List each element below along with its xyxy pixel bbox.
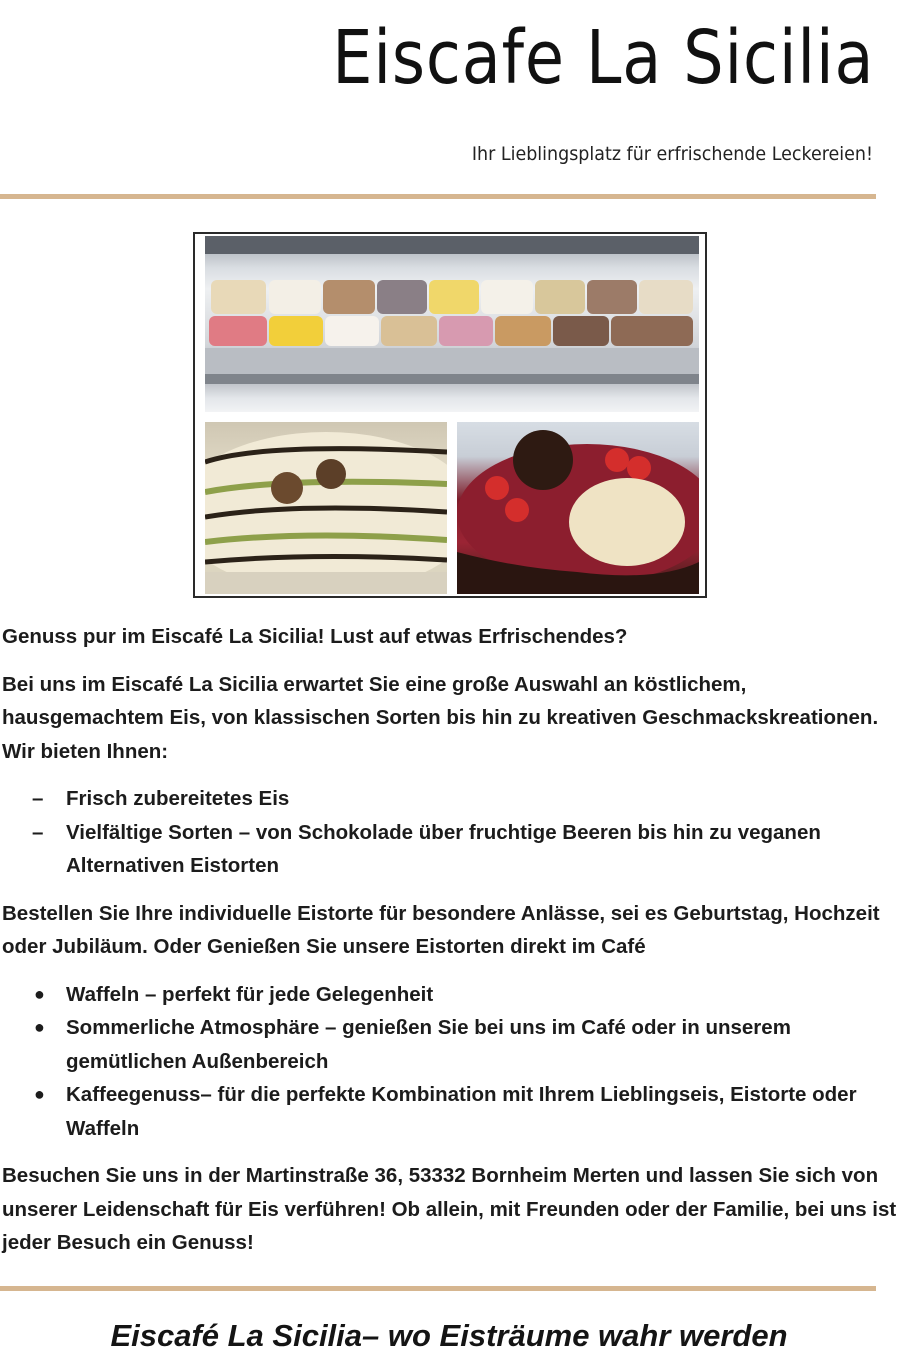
gelato-display-illustration [205,236,699,412]
main-content [2,620,898,1274]
intro-text: Genuss pur im Eiscafé La Sicilia! Lust auf etwas Erfrischendes? [2,625,628,648]
bullet-marker: ● [34,983,45,1004]
bottom-divider [0,1286,876,1291]
gelato-display-photo [205,236,699,412]
dash-list [2,782,898,883]
paragraph-offer: Bei uns im Eiscafé La Sicilia erwartet Sie eine große Auswahl an köstlichem, hausgemachtem Eis, von klassischen Sorten bis hin zu kreativen Geschmackskreationen. Wir bieten Ihnen: [2,672,879,763]
list-item [2,1011,898,1078]
paragraph-cakes: Bestellen Sie Ihre individuelle Eistorte für besondere Anlässe, sei es Geburtstag, Hochzeit oder Jubiläum. Oder Genießen Sie unsere Eistorten direkt im Café [2,901,880,958]
cake-photo-left [205,422,447,594]
list-item [2,1078,898,1145]
list-item-text: Frisch zubereitetes Eis [66,787,290,810]
paragraph-visit: Besuchen Sie uns in der Martinstraße 36, 53332 Bornheim Merten und lassen Sie sich von unserer Leidenschaft für Eis verführen! Ob allein, mit Freunden oder der Familie, bei uns ist jeder Besuch ein Genuss! [2,1164,897,1254]
dash-marker: – [32,820,44,844]
list-item-text: Sommerliche Atmosphäre – genießen Sie bei uns im Café oder in unserem gemütlichen Außenbereich [66,1016,791,1073]
top-divider [0,194,876,199]
bullet-marker: ● [34,1017,45,1037]
list-item-text: Waffeln – perfekt für jede Gelegenheit [66,982,434,1006]
bullet-marker: ● [34,1084,45,1104]
page-title: Eiscafe La Sicilia [331,15,874,101]
bullet-list [2,978,898,1146]
photo-collage [193,232,707,598]
list-item [2,816,898,883]
list-item [2,978,898,1012]
tagline: Ihr Lieblingsplatz für erfrischende Leckereien! [471,143,873,165]
footer-slogan: Eiscafé La Sicilia– wo Eisträume wahr werden [110,1318,788,1353]
cake-photo-right [457,422,699,594]
cake-left-illustration [205,422,447,594]
dash-marker: – [32,787,44,810]
list-item-text: Vielfältige Sorten – von Schokolade über fruchtige Beeren bis hin zu veganen Alternativen Eistorten [66,820,821,877]
list-item [2,782,898,816]
cake-right-illustration [457,422,699,594]
list-item-text: Kaffeegenuss– für die perfekte Kombination mit Ihrem Lieblingseis, Eistorte oder Waffeln [66,1083,857,1140]
